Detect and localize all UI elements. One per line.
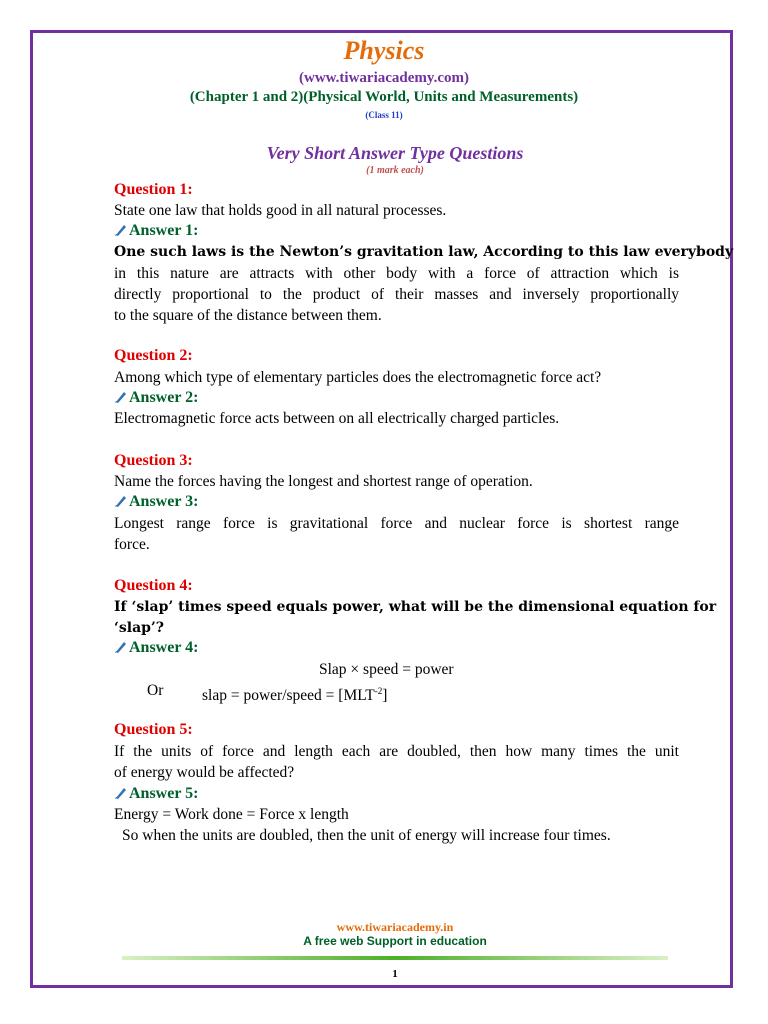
page-number: 1 <box>392 968 398 980</box>
class-label: (Class 11) <box>365 110 403 120</box>
question-4-line-2: ‘slap’? <box>114 620 165 636</box>
answer-4-or: Or <box>147 682 164 699</box>
answer-1-line-1: One such laws is the Newton’s gravitation law, According to this law everybody <box>114 244 734 260</box>
question-1-text: State one law that holds good in all natural processes. <box>114 202 447 219</box>
pen-icon <box>114 223 127 243</box>
question-2-label: Question 2: <box>114 347 193 364</box>
answer-1-line-2: in this nature are attracts with other body with a force of attraction which is <box>114 265 679 282</box>
answer-1-label: Answer 1: <box>114 221 679 243</box>
answer-3-line-1: Longest range force is gravitational force and nuclear force is shortest range <box>114 515 679 532</box>
answer-5-line-2: So when the units are doubled, then the unit of energy will increase four times. <box>122 827 611 844</box>
pen-icon <box>114 640 127 660</box>
section-subtitle: (1 mark each) <box>366 165 424 176</box>
question-1-label: Question 1: <box>114 181 193 198</box>
pen-icon <box>114 390 127 410</box>
answer-2-text: Electromagnetic force acts between on all electrically charged particles. <box>114 410 560 427</box>
header-url[interactable]: (www.tiwariacademy.com) <box>299 70 469 86</box>
question-5-line-1: If the units of force and length each are doubled, then how many times the unit <box>114 743 679 760</box>
question-4-line-1: If ‘slap’ times speed equals power, what will be the dimensional equation for <box>114 599 717 615</box>
answer-3-label: Answer 3: <box>114 492 679 514</box>
answer-5-label: Answer 5: <box>114 784 679 806</box>
answer-3-line-2: force. <box>114 536 150 553</box>
answer-1-line-3: directly proportional to the product of their masses and inversely proportionally <box>114 286 679 303</box>
answer-5-line-1: Energy = Work done = Force x length <box>114 806 349 823</box>
answer-4-equation-2: slap = power/speed = $[MLT^{-2}]$ <box>202 686 388 705</box>
footer-divider <box>122 956 668 960</box>
chapter-heading: (Chapter 1 and 2)(Physical World, Units and Measurements) <box>189 89 579 105</box>
page-title: Physics <box>343 36 425 65</box>
section-title: Very Short Answer Type Questions <box>266 143 524 163</box>
question-3-text: Name the forces having the longest and shortest range of operation. <box>114 473 533 490</box>
question-5-label: Question 5: <box>114 721 193 738</box>
question-4-label: Question 4: <box>114 577 193 594</box>
question-5-line-2: of energy would be affected? <box>114 764 295 781</box>
answer-1-line-4: to the square of the distance between them. <box>114 307 382 324</box>
footer-tagline: A free web Support in education <box>303 934 487 948</box>
question-2-text: Among which type of elementary particles does the electromagnetic force act? <box>114 369 602 386</box>
question-3-label: Question 3: <box>114 452 193 469</box>
pen-icon <box>114 786 127 806</box>
answer-4-label: Answer 4: <box>114 638 679 660</box>
footer-url[interactable]: www.tiwariacademy.in <box>336 920 454 934</box>
pen-icon <box>114 494 127 514</box>
answer-4-equation-1: Slap × speed = power <box>319 661 454 678</box>
answer-2-label: Answer 2: <box>114 388 679 410</box>
